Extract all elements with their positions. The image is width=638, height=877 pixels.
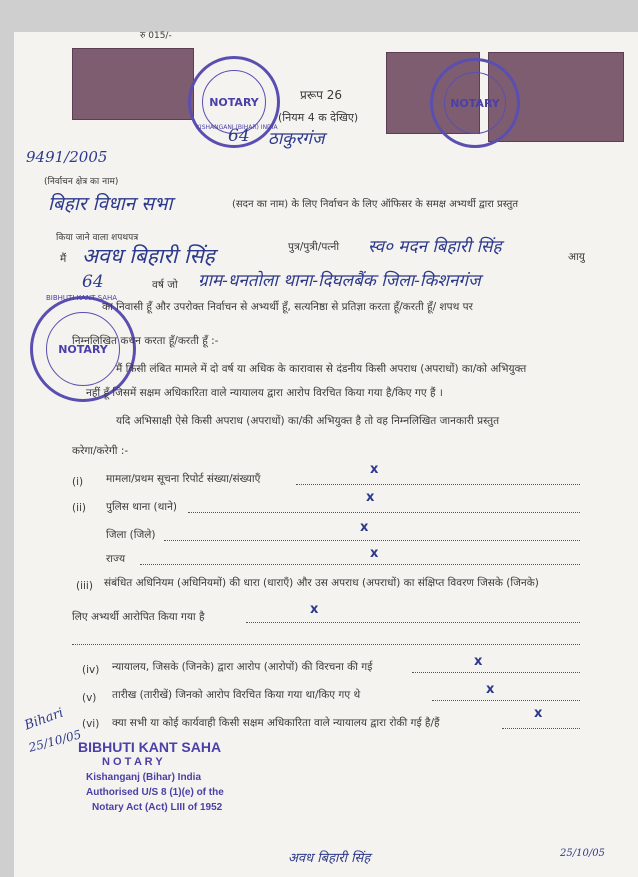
seal-right-text: NOTARY <box>450 96 500 110</box>
item-district-mark: x <box>360 520 369 535</box>
item-iii-num: (iii) <box>76 580 93 592</box>
constituency-no: 64 <box>228 126 250 146</box>
relation-label: पुत्र/पुत्री/पत्नी <box>288 241 340 253</box>
item-vi-num: (vi) <box>82 718 100 730</box>
item-iii-line-2 <box>72 644 580 645</box>
notary-place: Kishanganj (Bihar) India <box>86 772 202 783</box>
court-fee-stamp-1 <box>72 48 194 120</box>
bottom-signature: अवध बिहारी सिंह <box>288 851 371 866</box>
item-iii-line <box>246 622 580 623</box>
house-name: बिहार विधान सभा <box>48 193 173 215</box>
notary-block <box>78 740 224 815</box>
signature-date: 25/10/05 <box>27 727 83 755</box>
item-i-num: (i) <box>72 476 84 488</box>
declaration-1: का निवासी हूँ और उपरोक्त निर्वाचन से अभ्यर्थी हूँ, सत्यनिष्ठा से प्रतिज्ञा करता हूँ/करती हूँ/ शपथ पर <box>102 301 473 313</box>
item-ii-mark: x <box>366 490 375 505</box>
seal-left-text: NOTARY <box>58 342 108 356</box>
age-label: आयु <box>568 251 585 263</box>
seal-top-ring: KISHANGANJ (BIHAR) INDIA <box>196 124 278 131</box>
clause-2b: करेगा/करेगी :- <box>72 445 129 457</box>
form-rule: (नियम 4 क देखिए) <box>278 111 359 124</box>
clause-1b: नहीं हूँ जिसमें सक्षम अधिकारिता वाले न्यायालय द्वारा आरोप विरचित किया गया है/किए गए हैं । <box>86 387 443 399</box>
item-ii-label: पुलिस थाना (थाने) <box>106 501 178 513</box>
seal-left-ring: BIBHUTI KANT SAHA <box>46 294 118 302</box>
item-vi-line <box>502 728 580 729</box>
notary-title: N O T A R Y <box>102 756 163 768</box>
notary-authorised: Authorised U/S 8 (1)(e) of the <box>86 787 224 798</box>
house-label: (सदन का नाम) के लिए निर्वाचन के लिए ऑफिसर के समक्ष अभ्यर्थी द्वारा प्रस्तुत <box>232 199 519 210</box>
top-strip-text: रु 015/- <box>140 31 172 41</box>
item-v-mark: x <box>486 682 495 697</box>
notary-seal-right <box>430 58 520 148</box>
years-label: वर्ष जो <box>152 279 178 291</box>
item-iv-num: (iv) <box>82 664 100 676</box>
item-v-label: तारीख (तारीखें) जिनको आरोप विरचित किया गया था/किए गए थे <box>112 689 361 701</box>
item-district-line <box>164 540 580 541</box>
item-iv-mark: x <box>474 654 483 669</box>
address: ग्राम-धनतोला थाना-दिघलबैंक जिला-किशनगंज <box>198 271 481 291</box>
declaration-2: निम्नलिखित कथन करता हूँ/करती हूँ :- <box>72 335 219 347</box>
item-i-mark: x <box>370 462 379 477</box>
notary-name: BIBHUTI KANT SAHA <box>78 739 222 755</box>
item-state-label: राज्य <box>106 553 126 565</box>
item-vi-label: क्या सभी या कोई कार्यवाही किसी सक्षम अधिकारिता वाले न्यायालय द्वारा रोकी गई है/हैं <box>112 717 440 729</box>
father-name: स्व० मदन बिहारी सिंह <box>368 237 502 257</box>
item-state-line <box>140 564 580 565</box>
item-v-num: (v) <box>82 692 97 704</box>
notary-act: Notary Act (Act) LIII of 1952 <box>92 802 223 813</box>
age-value: 64 <box>82 272 104 292</box>
item-iii-mark: x <box>310 602 319 617</box>
candidate-name: अवध बिहारी सिंह <box>82 244 215 268</box>
item-district-label: जिला (जिले) <box>106 529 156 541</box>
item-iv-label: न्यायालय, जिसके (जिनके) द्वारा आरोप (आरोपों) की विरचना की गई <box>112 661 373 673</box>
item-iii-label: संबंधित अधिनियम (अधिनियमों) की धारा (धाराएँ) और उस अपराध (अपराधों) का संक्षिप्त विवरण जिसके (जिनके) <box>104 577 539 589</box>
item-ii-num: (ii) <box>72 502 87 514</box>
affidavit-label: किया जाने वाला शपथपत्र <box>56 233 139 243</box>
seal-top-text: NOTARY <box>209 95 259 109</box>
constituency-label: (निर्वाचन क्षेत्र का नाम) <box>44 177 119 187</box>
clause-1: मैं किसी लंबित मामले में दो वर्ष या अधिक के कारावास से दंडनीय किसी अपराध (अपराधों) का/को अभियुक्त <box>116 363 527 375</box>
name-prefix: मैं <box>60 253 67 265</box>
item-vi-mark: x <box>534 706 543 721</box>
item-i-line <box>296 484 580 485</box>
signature-note: Bihari <box>22 705 66 734</box>
ref-number: 9491/2005 <box>26 148 108 166</box>
item-v-line <box>432 700 580 701</box>
constituency-name: ठाकुरगंज <box>268 129 325 149</box>
item-state-mark: x <box>370 546 379 561</box>
form-title: प्ररूप 26 <box>300 88 343 102</box>
item-iii-label-b: लिए अभ्यर्थी आरोपित किया गया है <box>72 611 205 623</box>
item-i-label: मामला/प्रथम सूचना रिपोर्ट संख्या/संख्याएँ <box>106 473 261 485</box>
bottom-date: 25/10/05 <box>560 848 605 859</box>
clause-2: यदि अभिसाक्षी ऐसे किसी अपराध (अपराधों) का/की अभियुक्त है तो वह निम्नलिखित जानकारी प्रस्तुत <box>116 415 500 427</box>
item-ii-line <box>188 512 580 513</box>
item-iv-line <box>412 672 580 673</box>
